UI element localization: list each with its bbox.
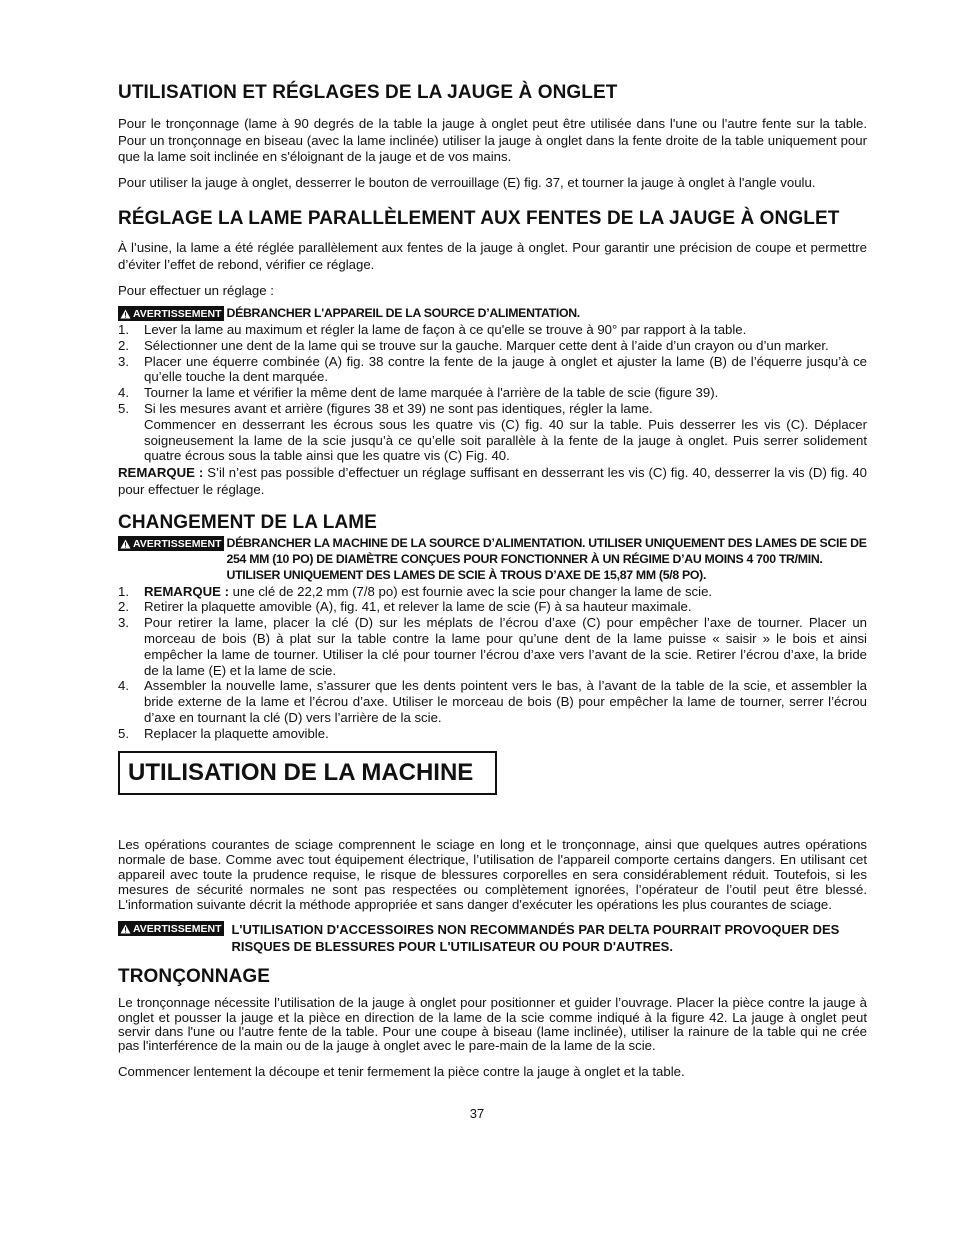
- list-item: 1. REMARQUE : une clé de 22,2 mm (7/8 po) est fournie avec la scie pour changer la lame de scie.: [118, 583, 713, 599]
- remark-label: REMARQUE :: [144, 583, 229, 599]
- page-number: 37: [469, 1106, 485, 1121]
- section-title-blade-change: CHANGEMENT DE LA LAME: [118, 512, 377, 534]
- warning-row: [118, 921, 867, 955]
- paragraph: Les opérations courantes de sciage comprennent le sciage en long et le tronçonnage, ainsi que quelques autres opérations normale de base. Comme avec tout équipement électrique, l’utilisation de l'appareil comporte certains dangers. En utilisant cet appareil avec toute la prudence requise, le risque de blessures corporelles en sera considérablement réduit. Toutefois, si les mesures de sécurité normales ne sont pas respectées ou complètement ignorées, l’opérateur de l’outil peut être blessé. L'information suivante décrit la méthode appropriée et sans danger d'exécuter les opérations les plus courantes de sciage.: [118, 837, 867, 912]
- warning-text: DÉBRANCHER LA MACHINE DE LA SOURCE D’ALIMENTATION. UTILISER UNIQUEMENT DES LAMES DE SCIE DE 254 MM (10 PO) DE DIAMÈTRE CONÇUES POUR FONCTIONNER À UN RÉGIME D’AU MOINS 4 700 TR/MIN. UTILISER UNIQUEMENT DES LAMES DE SCIE À TROUS D’AXE DE 15,87 MM (5/8 PO).: [226, 536, 867, 582]
- steps-list: [118, 322, 867, 417]
- paragraph: Le tronçonnage nécessite l’utilisation de la jauge à onglet pour positionner et guider l’ouvrage. Placer la pièce contre la jauge à onglet et pousser la jauge et la pièce en direction de la lame de la scie comme indiqué à la figure 42. La jauge à onglet peut servir dans l'une ou l'autre fente de la table. Pour une coupe à biseau (lame inclinée), utiliser la rainure de la table qui ne crée pas l'interférence de la main ou de la jauge à onglet avec le pare-main de la lame de la scie.: [118, 995, 867, 1054]
- list-item: 2. Sélectionner une dent de la lame qui se trouve sur la gauche. Marquer cette dent à l’aide d’un crayon ou d’un marker.: [118, 337, 829, 353]
- list-item: 3. Placer une équerre combinée (A) fig. 38 contre la fente de la jauge à onglet et ajuster la lame (B) de l’équerre jusqu’à ce qu’elle touche la dent marquée.: [118, 353, 867, 385]
- step-continuation: Commencer en desserrant les écrous sous les quatre vis (C) fig. 40 sur la table. Puis desserrer les vis (C). Déplacer soigneusement la lame de la scie jusqu’à ce qu’elle soit parallèle à la fente de la jauge à onglet. Puis serrer solidement quatre écrous sous la table ainsi que les quatre vis (C) Fig. 40.: [144, 416, 867, 464]
- steps-list: [118, 584, 867, 742]
- paragraph: Pour le tronçonnage (lame à 90 degrés de la table la jauge à onglet peut être utilisée dans l'une ou l'autre fente sur la table. Pour un tronçonnage en biseau (avec la lame inclinée) utiliser la jauge à onglet dans la fente droite de la table uniquement pour que la lame soit inclinée en s'éloignant de la jauge et de vos mains.: [118, 116, 867, 165]
- warning-badge-label: AVERTISSEMENT: [133, 307, 222, 320]
- warning-badge: [118, 536, 224, 551]
- section-title-crosscutting: TRONÇONNAGE: [118, 966, 271, 988]
- warning-badge-label: AVERTISSEMENT: [133, 537, 222, 550]
- list-item: 4. Assembler la nouvelle lame, s’assurer que les dents pointent vers le bas, à l’avant de la table de la scie, et assembler la bride externe de la lame et l’écrou d’axe. Utiliser le morceau de bois (B) pour empêcher la lame de tourner, serrer l’écrou d’axe en tournant la clé (D) vers l’arrière de la scie.: [118, 678, 867, 725]
- list-item: 4. Tourner la lame et vérifier la même dent de lame marquée à l'arrière de la table de scie (figure 39).: [118, 385, 719, 401]
- boxed-section-title: UTILISATION DE LA MACHINE: [118, 751, 497, 795]
- warning-triangle-icon: [120, 924, 131, 934]
- warning-triangle-icon: [120, 309, 131, 319]
- page-content: [118, 82, 867, 1080]
- paragraph: À l’usine, la lame a été réglée parallèlement aux fentes de la jauge à onglet. Pour garantir une précision de coupe et permettre d’éviter l’effet de rebond, vérifier ce réglage.: [118, 240, 867, 272]
- list-item: 2. Retirer la plaquette amovible (A), fig. 41, et relever la lame de scie (F) à sa hauteur maximale.: [118, 599, 692, 615]
- remark: [118, 464, 867, 498]
- list-item: 1. Lever la lame au maximum et régler la lame de façon à ce qu'elle se trouve à 90° par rapport à la table.: [118, 321, 747, 337]
- list-item: 5. Si les mesures avant et arrière (figures 38 et 39) ne sont pas identiques, régler la lame.: [118, 400, 653, 416]
- section-title-blade-parallel: RÉGLAGE LA LAME PARALLÈLEMENT AUX FENTES DE LA JAUGE À ONGLET: [118, 208, 840, 230]
- warning-text: L'UTILISATION D'ACCESSOIRES NON RECOMMANDÉS PAR DELTA POURRAIT PROVOQUER DES RISQUES DE BLESSURES POUR L'UTILISATEUR OU POUR D'AUTRES.: [231, 922, 840, 955]
- list-item: 3. Pour retirer la lame, placer la clé (D) sur les méplats de l’écrou d’axe (C) pour empêcher l’axe de tourner. Placer un morceau de bois (B) à plat sur la table contre la lame pour qu’une dent de la lame puisse « saisir » le bois et ainsi empêcher la lame de tourner. Utiliser la clé pour tourner l’écrou d’axe vers l’avant de la scie. Retirer l’écrou d’axe, la bride de la lame (E) et la lame de scie.: [118, 615, 867, 678]
- remark-label: REMARQUE :: [118, 465, 204, 481]
- list-item: 5. Replacer la plaquette amovible.: [118, 725, 329, 741]
- warning-badge-label: AVERTISSEMENT: [133, 922, 222, 935]
- paragraph: Commencer lentement la découpe et tenir fermement la pièce contre la jauge à onglet et la table.: [118, 1063, 685, 1079]
- warning-text: DÉBRANCHER L'APPAREIL DE LA SOURCE D’ALIMENTATION.: [226, 306, 580, 321]
- remark-text: S’il n’est pas possible d’effectuer un réglage suffisant en desserrant les vis (C) fig. 40, desserrer la vis (D) fig. 40 pour effectuer le réglage.: [118, 465, 867, 498]
- warning-triangle-icon: [120, 539, 131, 549]
- warning-badge: [118, 921, 224, 936]
- section-title-miter-gauge: UTILISATION ET RÉGLAGES DE LA JAUGE À ONGLET: [118, 82, 618, 103]
- warning-badge: [118, 306, 224, 321]
- paragraph: Pour utiliser la jauge à onglet, desserrer le bouton de verrouillage (E) fig. 37, et tourner la jauge à onglet à l'angle voulu.: [118, 174, 816, 190]
- warning-row: [118, 536, 867, 583]
- warning-row: [118, 306, 867, 322]
- paragraph: Pour effectuer un réglage :: [118, 282, 274, 298]
